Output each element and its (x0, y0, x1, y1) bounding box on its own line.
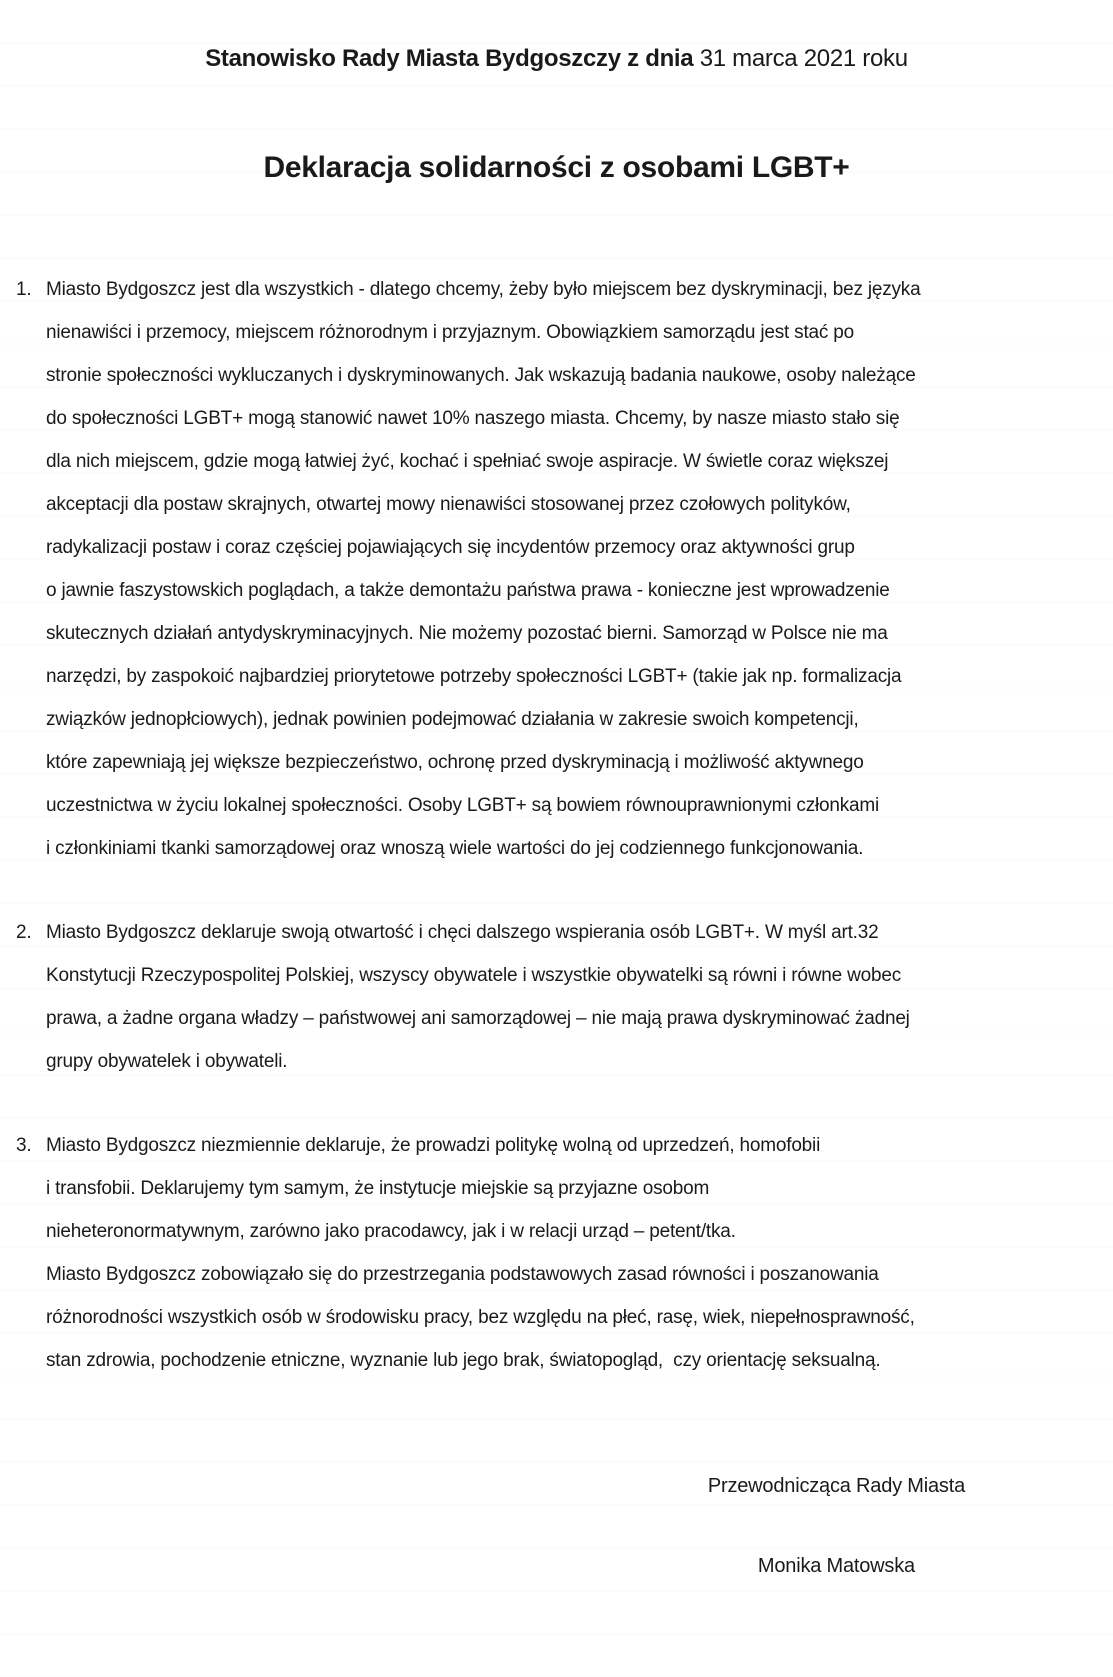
header-date-text: 31 marca 2021 roku (693, 45, 908, 72)
paragraph-line: uczestnictwa w życiu lokalnej społeczności. Osoby LGBT+ są bowiem równouprawnionymi członkami (46, 795, 880, 816)
paragraph-1 (16, 268, 1103, 870)
signature-role: Przewodnicząca Rady Miasta (707, 1475, 965, 1497)
header-bold-text: Stanowisko Rady Miasta Bydgoszczy z dnia (205, 45, 694, 72)
paragraph-line: grupy obywatelek i obywateli. (46, 1051, 288, 1072)
paragraph-line: i członkiniami tkanki samorządowej oraz wnoszą wiele wartości do jej codziennego funkcjonowania. (46, 838, 864, 859)
paragraph-line: związków jednopłciowych), jednak powinien podejmować działania w zakresie swoich kompetencji, (46, 709, 859, 730)
paragraph-line: różnorodności wszystkich osób w środowisku pracy, bez względu na płeć, rasę, wiek, niepełnosprawność, (46, 1307, 915, 1328)
paragraph-number: 3. (16, 1135, 32, 1156)
paragraph-3 (16, 1124, 1103, 1382)
paragraph-line: dla nich miejscem, gdzie mogą łatwiej żyć, kochać i spełniać swoje aspiracje. W świetle coraz większej (46, 451, 889, 472)
paragraph-line: o jawnie faszystowskich poglądach, a także demontażu państwa prawa - konieczne jest wprowadzenie (46, 580, 890, 601)
paragraph-body (46, 268, 1103, 870)
document-title: Deklaracja solidarności z osobami LGBT+ (263, 151, 850, 184)
paragraph-list (16, 268, 1103, 1382)
paragraph-line: i transfobii. Deklarujemy tym samym, że instytucje miejskie są przyjazne osobom (46, 1178, 710, 1199)
paragraph-line: akceptacji dla postaw skrajnych, otwartej mowy nienawiści stosowanej przez czołowych polityków, (46, 494, 851, 515)
paragraph-number: 1. (16, 279, 32, 300)
document-page (0, 42, 1113, 1677)
document-header (0, 42, 1113, 76)
paragraph-line: skutecznych działań antydyskryminacyjnych. Nie możemy pozostać bierni. Samorząd w Polsce nie ma (46, 623, 888, 644)
paragraph-body (46, 1124, 1103, 1382)
paragraph-line: stronie społeczności wykluczanych i dyskryminowanych. Jak wskazują badania naukowe, osoby należące (46, 365, 916, 386)
paragraph-2 (16, 911, 1103, 1083)
paragraph-line: do społeczności LGBT+ mogą stanowić nawet 10% naszego miasta. Chcemy, by nasze miasto stało się (46, 408, 900, 429)
paragraph-line: które zapewniają jej większe bezpieczeństwo, ochronę przed dyskryminacją i możliwość aktywnego (46, 752, 864, 773)
paragraph-line: radykalizacji postaw i coraz częściej pojawiających się incydentów przemocy oraz aktywności grup (46, 537, 855, 558)
paragraph-line: Miasto Bydgoszcz zobowiązało się do przestrzegania podstawowych zasad równości i poszanowania (46, 1264, 879, 1285)
signature-block (708, 1465, 965, 1588)
paragraph-line: narzędzi, by zaspokoić najbardziej priorytetowe potrzeby społeczności LGBT+ (takie jak np. formalizacja (46, 666, 902, 687)
paragraph-line: Miasto Bydgoszcz niezmiennie deklaruje, że prowadzi politykę wolną od uprzedzeń, homofobii (46, 1135, 821, 1156)
paragraph-line: prawa, a żadne organa władzy – państwowej ani samorządowej – nie mają prawa dyskryminować żadnej (46, 1008, 910, 1029)
paragraph-number: 2. (16, 922, 32, 943)
paragraph-line: nienawiści i przemocy, miejscem różnorodnym i przyjaznym. Obowiązkiem samorządu jest stać po (46, 322, 855, 343)
paragraph-line: nieheteronormatywnym, zarówno jako pracodawcy, jak i w relacji urząd – petent/tka. (46, 1221, 736, 1242)
paragraph-line: Konstytucji Rzeczypospolitej Polskiej, wszyscy obywatele i wszystkie obywatelki są równi i równe wobec (46, 965, 901, 986)
paragraph-line: stan zdrowia, pochodzenie etniczne, wyznanie lub jego brak, światopogląd, czy orientację seksualną. (46, 1350, 881, 1371)
paragraph-line: Miasto Bydgoszcz jest dla wszystkich - dlatego chcemy, żeby było miejscem bez dyskryminacji, bez języka (46, 279, 921, 300)
paragraph-body (46, 911, 1103, 1083)
signature-name: Monika Matowska (757, 1555, 915, 1577)
paragraph-line: Miasto Bydgoszcz deklaruje swoją otwartość i chęci dalszego wspierania osób LGBT+. W myśl art.32 (46, 922, 879, 943)
